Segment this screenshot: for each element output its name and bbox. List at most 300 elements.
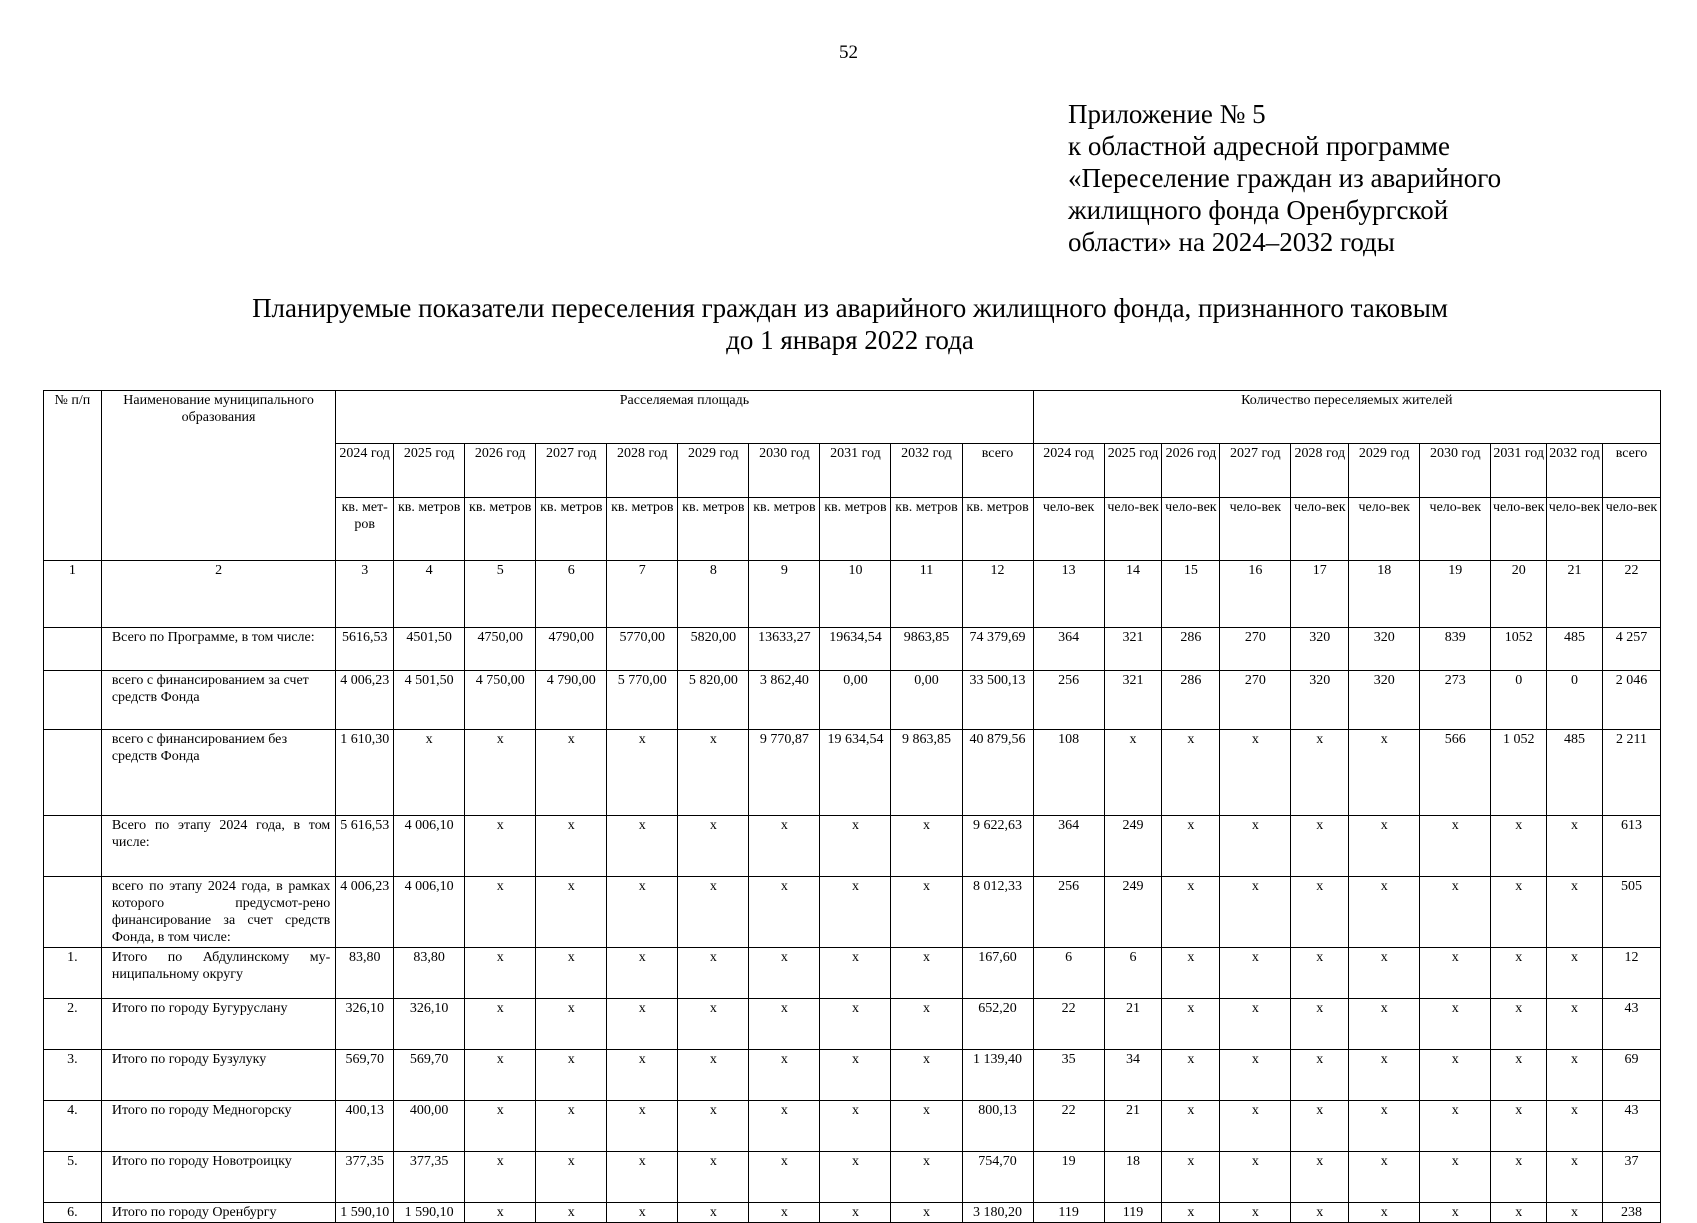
- area-cell: х: [607, 999, 678, 1050]
- area-cell: х: [465, 816, 536, 877]
- residents-cell: х: [1220, 1152, 1291, 1203]
- area-cell: 4 006,10: [394, 877, 465, 948]
- row-number: [44, 671, 102, 730]
- residents-cell: х: [1291, 1101, 1349, 1152]
- residents-cell: х: [1491, 1050, 1547, 1101]
- area-cell: 4 006,10: [394, 816, 465, 877]
- header-area-unit: кв. метров: [820, 498, 891, 561]
- area-cell: х: [465, 1101, 536, 1152]
- area-cell: 5770,00: [607, 628, 678, 671]
- title-line: до 1 января 2022 года: [726, 325, 974, 355]
- row-number: [44, 628, 102, 671]
- area-cell: 3 862,40: [749, 671, 820, 730]
- residents-cell: 238: [1602, 1203, 1660, 1223]
- residents-cell: х: [1220, 816, 1291, 877]
- header-area-unit: кв. метров: [678, 498, 749, 561]
- residents-cell: 320: [1349, 671, 1420, 730]
- residents-cell: х: [1349, 1203, 1420, 1223]
- header-area-period: 2028 год: [607, 444, 678, 498]
- column-number: 5: [465, 561, 536, 628]
- residents-cell: х: [1491, 948, 1547, 999]
- residents-cell: 286: [1162, 628, 1220, 671]
- header-residents-unit: чело-век: [1602, 498, 1660, 561]
- header-residents-unit: чело-век: [1420, 498, 1491, 561]
- area-cell: х: [891, 1050, 962, 1101]
- header-residents-unit: чело-век: [1491, 498, 1547, 561]
- header-residents-unit: чело-век: [1220, 498, 1291, 561]
- residents-cell: 320: [1291, 671, 1349, 730]
- residents-cell: х: [1291, 1152, 1349, 1203]
- area-cell: х: [820, 999, 891, 1050]
- header-area-period: 2026 год: [465, 444, 536, 498]
- appendix-line: «Переселение граждан из аварийного: [1068, 163, 1502, 193]
- appendix-block: [1068, 98, 1501, 258]
- area-cell: х: [891, 1101, 962, 1152]
- residents-cell: 19: [1033, 1152, 1104, 1203]
- residents-cell: х: [1220, 1101, 1291, 1152]
- resettlement-table: [43, 390, 1661, 1223]
- area-cell: 13633,27: [749, 628, 820, 671]
- area-cell: х: [820, 877, 891, 948]
- header-residents-unit: чело-век: [1162, 498, 1220, 561]
- area-cell: х: [607, 948, 678, 999]
- residents-cell: х: [1547, 877, 1603, 948]
- area-cell: 9863,85: [891, 628, 962, 671]
- table-row: [44, 1050, 1661, 1101]
- residents-cell: х: [1291, 999, 1349, 1050]
- header-area-unit: кв. метров: [607, 498, 678, 561]
- header-area-unit: кв. метров: [891, 498, 962, 561]
- row-municipality: Итого по городу Медногорску: [101, 1101, 335, 1152]
- residents-cell: х: [1420, 1050, 1491, 1101]
- column-number: 21: [1547, 561, 1603, 628]
- header-area-unit: кв. метров: [962, 498, 1033, 561]
- residents-cell: 21: [1104, 999, 1162, 1050]
- residents-cell: 2 046: [1602, 671, 1660, 730]
- residents-cell: 4 257: [1602, 628, 1660, 671]
- area-cell: 1 139,40: [962, 1050, 1033, 1101]
- area-cell: 4 790,00: [536, 671, 607, 730]
- area-cell: 800,13: [962, 1101, 1033, 1152]
- area-cell: 377,35: [394, 1152, 465, 1203]
- column-number: 4: [394, 561, 465, 628]
- column-number: 15: [1162, 561, 1220, 628]
- area-cell: х: [678, 999, 749, 1050]
- area-cell: х: [465, 999, 536, 1050]
- area-cell: 9 770,87: [749, 730, 820, 816]
- residents-cell: х: [1491, 877, 1547, 948]
- area-cell: х: [820, 1203, 891, 1223]
- column-number: 17: [1291, 561, 1349, 628]
- row-municipality: Итого по городу Новотроицку: [101, 1152, 335, 1203]
- residents-cell: 270: [1220, 628, 1291, 671]
- header-residents-unit: чело-век: [1104, 498, 1162, 561]
- residents-cell: х: [1349, 877, 1420, 948]
- residents-cell: 320: [1291, 628, 1349, 671]
- area-cell: х: [891, 816, 962, 877]
- area-cell: х: [465, 1203, 536, 1223]
- column-number: 2: [101, 561, 335, 628]
- residents-cell: 364: [1033, 628, 1104, 671]
- residents-cell: х: [1547, 816, 1603, 877]
- table-row: [44, 877, 1661, 948]
- table-row: [44, 671, 1661, 730]
- column-number: 6: [536, 561, 607, 628]
- area-cell: х: [394, 730, 465, 816]
- page-number: 52: [839, 42, 858, 63]
- residents-cell: х: [1220, 1050, 1291, 1101]
- area-cell: х: [465, 1050, 536, 1101]
- area-cell: х: [536, 1050, 607, 1101]
- residents-cell: х: [1162, 999, 1220, 1050]
- table-row: [44, 1203, 1661, 1223]
- row-number: 4.: [44, 1101, 102, 1152]
- residents-cell: 364: [1033, 816, 1104, 877]
- residents-cell: 6: [1033, 948, 1104, 999]
- residents-cell: х: [1491, 816, 1547, 877]
- residents-cell: х: [1420, 1152, 1491, 1203]
- area-cell: х: [749, 948, 820, 999]
- row-municipality: Итого по городу Бугуруслану: [101, 999, 335, 1050]
- area-cell: х: [820, 1050, 891, 1101]
- residents-cell: х: [1291, 816, 1349, 877]
- area-cell: 4790,00: [536, 628, 607, 671]
- area-cell: х: [465, 948, 536, 999]
- title-line: Планируемые показатели переселения граждан из аварийного жилищного фонда, признанного таковым: [252, 293, 1448, 323]
- header-area-period: 2027 год: [536, 444, 607, 498]
- row-number: 1.: [44, 948, 102, 999]
- table-row: [44, 816, 1661, 877]
- area-cell: 754,70: [962, 1152, 1033, 1203]
- residents-cell: х: [1162, 1101, 1220, 1152]
- area-cell: 19634,54: [820, 628, 891, 671]
- area-cell: 9 622,63: [962, 816, 1033, 877]
- row-number: 3.: [44, 1050, 102, 1101]
- residents-cell: х: [1547, 1203, 1603, 1223]
- area-cell: 8 012,33: [962, 877, 1033, 948]
- header-residents-period: 2024 год: [1033, 444, 1104, 498]
- area-cell: 5 820,00: [678, 671, 749, 730]
- area-cell: х: [678, 730, 749, 816]
- residents-cell: 839: [1420, 628, 1491, 671]
- residents-cell: х: [1162, 730, 1220, 816]
- residents-cell: х: [1220, 948, 1291, 999]
- residents-cell: х: [1547, 1101, 1603, 1152]
- table-row: [44, 1101, 1661, 1152]
- residents-cell: 485: [1547, 730, 1603, 816]
- header-municipality: Наименование муниципального образования: [101, 391, 335, 561]
- header-residents-unit: чело-век: [1291, 498, 1349, 561]
- area-cell: 5616,53: [336, 628, 394, 671]
- area-cell: х: [607, 816, 678, 877]
- residents-cell: х: [1349, 816, 1420, 877]
- residents-cell: 249: [1104, 877, 1162, 948]
- area-cell: 569,70: [336, 1050, 394, 1101]
- header-area-unit: кв. метров: [394, 498, 465, 561]
- residents-cell: 270: [1220, 671, 1291, 730]
- area-cell: х: [678, 816, 749, 877]
- area-cell: 4 006,23: [336, 877, 394, 948]
- area-cell: 0,00: [820, 671, 891, 730]
- column-number: 7: [607, 561, 678, 628]
- header-residents-group: Количество переселяемых жителей: [1033, 391, 1660, 444]
- row-number: 2.: [44, 999, 102, 1050]
- area-cell: 40 879,56: [962, 730, 1033, 816]
- header-area-unit: кв. метров: [749, 498, 820, 561]
- area-cell: х: [891, 877, 962, 948]
- appendix-line: Приложение № 5: [1068, 99, 1266, 129]
- area-cell: 19 634,54: [820, 730, 891, 816]
- row-municipality: Всего по этапу 2024 года, в том числе:: [101, 816, 335, 877]
- row-municipality: всего с финансированием за счет средств Фонда: [101, 671, 335, 730]
- residents-cell: х: [1291, 1050, 1349, 1101]
- area-cell: 167,60: [962, 948, 1033, 999]
- residents-cell: х: [1547, 1152, 1603, 1203]
- residents-cell: х: [1349, 948, 1420, 999]
- residents-cell: х: [1162, 948, 1220, 999]
- residents-cell: 566: [1420, 730, 1491, 816]
- area-cell: х: [536, 877, 607, 948]
- header-area-period: 2030 год: [749, 444, 820, 498]
- residents-cell: 505: [1602, 877, 1660, 948]
- residents-cell: х: [1220, 999, 1291, 1050]
- area-cell: х: [749, 877, 820, 948]
- area-cell: 400,13: [336, 1101, 394, 1152]
- area-cell: х: [536, 816, 607, 877]
- residents-cell: 0: [1547, 671, 1603, 730]
- residents-cell: 119: [1033, 1203, 1104, 1223]
- residents-cell: х: [1220, 1203, 1291, 1223]
- area-cell: х: [820, 1101, 891, 1152]
- table-row: [44, 948, 1661, 999]
- residents-cell: 22: [1033, 999, 1104, 1050]
- column-number: 12: [962, 561, 1033, 628]
- area-cell: 5 616,53: [336, 816, 394, 877]
- residents-cell: 43: [1602, 1101, 1660, 1152]
- area-cell: х: [749, 1152, 820, 1203]
- residents-cell: 37: [1602, 1152, 1660, 1203]
- header-area-period: 2032 год: [891, 444, 962, 498]
- area-cell: х: [678, 1101, 749, 1152]
- area-cell: х: [465, 730, 536, 816]
- area-cell: х: [891, 948, 962, 999]
- area-cell: х: [607, 730, 678, 816]
- residents-cell: 119: [1104, 1203, 1162, 1223]
- residents-cell: 69: [1602, 1050, 1660, 1101]
- area-cell: х: [536, 730, 607, 816]
- residents-cell: х: [1420, 1101, 1491, 1152]
- area-cell: 33 500,13: [962, 671, 1033, 730]
- area-cell: х: [607, 1101, 678, 1152]
- residents-cell: х: [1291, 877, 1349, 948]
- area-cell: 326,10: [394, 999, 465, 1050]
- residents-cell: 108: [1033, 730, 1104, 816]
- area-cell: 5820,00: [678, 628, 749, 671]
- header-residents-period: всего: [1602, 444, 1660, 498]
- residents-cell: 0: [1491, 671, 1547, 730]
- residents-cell: 256: [1033, 671, 1104, 730]
- area-cell: х: [678, 1152, 749, 1203]
- area-cell: х: [607, 877, 678, 948]
- residents-cell: х: [1291, 1203, 1349, 1223]
- column-number: 13: [1033, 561, 1104, 628]
- area-cell: 652,20: [962, 999, 1033, 1050]
- residents-cell: 321: [1104, 671, 1162, 730]
- residents-cell: х: [1547, 999, 1603, 1050]
- residents-cell: х: [1349, 1050, 1420, 1101]
- row-municipality: Итого по Абдулинскому му-ниципальному округу: [101, 948, 335, 999]
- row-number: [44, 877, 102, 948]
- residents-cell: 485: [1547, 628, 1603, 671]
- row-number: 6.: [44, 1203, 102, 1223]
- column-number: 22: [1602, 561, 1660, 628]
- residents-cell: 35: [1033, 1050, 1104, 1101]
- area-cell: 74 379,69: [962, 628, 1033, 671]
- row-municipality: всего с финансированием без средств Фонда: [101, 730, 335, 816]
- residents-cell: х: [1420, 877, 1491, 948]
- document-title: [160, 292, 1540, 356]
- residents-cell: х: [1349, 1101, 1420, 1152]
- area-cell: 1 590,10: [336, 1203, 394, 1223]
- residents-cell: х: [1547, 948, 1603, 999]
- header-residents-unit: чело-век: [1547, 498, 1603, 561]
- residents-cell: х: [1420, 816, 1491, 877]
- header-number: № п/п: [44, 391, 102, 561]
- area-cell: 83,80: [336, 948, 394, 999]
- area-cell: х: [678, 1203, 749, 1223]
- residents-cell: х: [1420, 999, 1491, 1050]
- appendix-line: к областной адресной программе: [1068, 131, 1450, 161]
- area-cell: 5 770,00: [607, 671, 678, 730]
- area-cell: х: [536, 1101, 607, 1152]
- row-number: 5.: [44, 1152, 102, 1203]
- row-number: [44, 816, 102, 877]
- area-cell: х: [891, 1203, 962, 1223]
- area-cell: х: [678, 877, 749, 948]
- column-number: 19: [1420, 561, 1491, 628]
- header-area-group: Расселяемая площадь: [336, 391, 1033, 444]
- residents-cell: 21: [1104, 1101, 1162, 1152]
- header-area-unit: кв. метров: [465, 498, 536, 561]
- header-residents-period: 2026 год: [1162, 444, 1220, 498]
- header-area-period: 2025 год: [394, 444, 465, 498]
- header-residents-period: 2029 год: [1349, 444, 1420, 498]
- header-area-period: всего: [962, 444, 1033, 498]
- area-cell: 4 006,23: [336, 671, 394, 730]
- area-cell: х: [820, 816, 891, 877]
- area-cell: х: [536, 999, 607, 1050]
- residents-cell: х: [1162, 877, 1220, 948]
- area-cell: 3 180,20: [962, 1203, 1033, 1223]
- residents-cell: 320: [1349, 628, 1420, 671]
- area-cell: 4501,50: [394, 628, 465, 671]
- header-residents-unit: чело-век: [1349, 498, 1420, 561]
- table-row: [44, 1152, 1661, 1203]
- area-cell: х: [891, 999, 962, 1050]
- area-cell: 83,80: [394, 948, 465, 999]
- area-cell: 9 863,85: [891, 730, 962, 816]
- area-cell: х: [465, 1152, 536, 1203]
- residents-cell: 321: [1104, 628, 1162, 671]
- residents-cell: 43: [1602, 999, 1660, 1050]
- appendix-line: области» на 2024–2032 годы: [1068, 227, 1395, 257]
- column-number: 9: [749, 561, 820, 628]
- header-area-period: 2024 год: [336, 444, 394, 498]
- column-number: 1: [44, 561, 102, 628]
- area-cell: х: [607, 1203, 678, 1223]
- header-area-period: 2029 год: [678, 444, 749, 498]
- area-cell: 326,10: [336, 999, 394, 1050]
- area-cell: х: [607, 1152, 678, 1203]
- area-cell: х: [536, 1203, 607, 1223]
- residents-cell: х: [1162, 816, 1220, 877]
- column-number: 16: [1220, 561, 1291, 628]
- area-cell: 4750,00: [465, 628, 536, 671]
- header-residents-period: 2032 год: [1547, 444, 1603, 498]
- residents-cell: х: [1420, 1203, 1491, 1223]
- area-cell: 4 501,50: [394, 671, 465, 730]
- area-cell: х: [536, 1152, 607, 1203]
- residents-cell: х: [1547, 1050, 1603, 1101]
- residents-cell: х: [1491, 999, 1547, 1050]
- area-cell: х: [749, 999, 820, 1050]
- area-cell: х: [820, 948, 891, 999]
- area-cell: 569,70: [394, 1050, 465, 1101]
- area-cell: 0,00: [891, 671, 962, 730]
- column-number: 8: [678, 561, 749, 628]
- residents-cell: 6: [1104, 948, 1162, 999]
- area-cell: х: [749, 816, 820, 877]
- area-cell: 377,35: [336, 1152, 394, 1203]
- header-residents-period: 2031 год: [1491, 444, 1547, 498]
- area-cell: х: [536, 948, 607, 999]
- residents-cell: 1 052: [1491, 730, 1547, 816]
- residents-cell: 1052: [1491, 628, 1547, 671]
- residents-cell: х: [1291, 948, 1349, 999]
- residents-cell: х: [1349, 1152, 1420, 1203]
- header-residents-period: 2030 год: [1420, 444, 1491, 498]
- area-cell: х: [749, 1101, 820, 1152]
- residents-cell: 12: [1602, 948, 1660, 999]
- residents-cell: х: [1220, 877, 1291, 948]
- area-cell: 4 750,00: [465, 671, 536, 730]
- row-municipality: Всего по Программе, в том числе:: [101, 628, 335, 671]
- area-cell: х: [749, 1203, 820, 1223]
- header-residents-unit: чело-век: [1033, 498, 1104, 561]
- residents-cell: х: [1291, 730, 1349, 816]
- row-municipality: Итого по городу Бузулуку: [101, 1050, 335, 1101]
- area-cell: х: [820, 1152, 891, 1203]
- header-area-period: 2031 год: [820, 444, 891, 498]
- area-cell: х: [607, 1050, 678, 1101]
- column-number: 11: [891, 561, 962, 628]
- row-municipality: всего по этапу 2024 года, в рамках которого предусмот-рено финансирование за счет средств Фонда, в том числе:: [101, 877, 335, 948]
- area-cell: х: [891, 1152, 962, 1203]
- residents-cell: х: [1162, 1203, 1220, 1223]
- residents-cell: 286: [1162, 671, 1220, 730]
- residents-cell: 249: [1104, 816, 1162, 877]
- area-cell: 1 590,10: [394, 1203, 465, 1223]
- column-number: 18: [1349, 561, 1420, 628]
- row-number: [44, 730, 102, 816]
- residents-cell: 273: [1420, 671, 1491, 730]
- residents-cell: х: [1491, 1101, 1547, 1152]
- residents-cell: х: [1220, 730, 1291, 816]
- column-number: 14: [1104, 561, 1162, 628]
- residents-cell: 22: [1033, 1101, 1104, 1152]
- header-residents-period: 2028 год: [1291, 444, 1349, 498]
- area-cell: х: [678, 948, 749, 999]
